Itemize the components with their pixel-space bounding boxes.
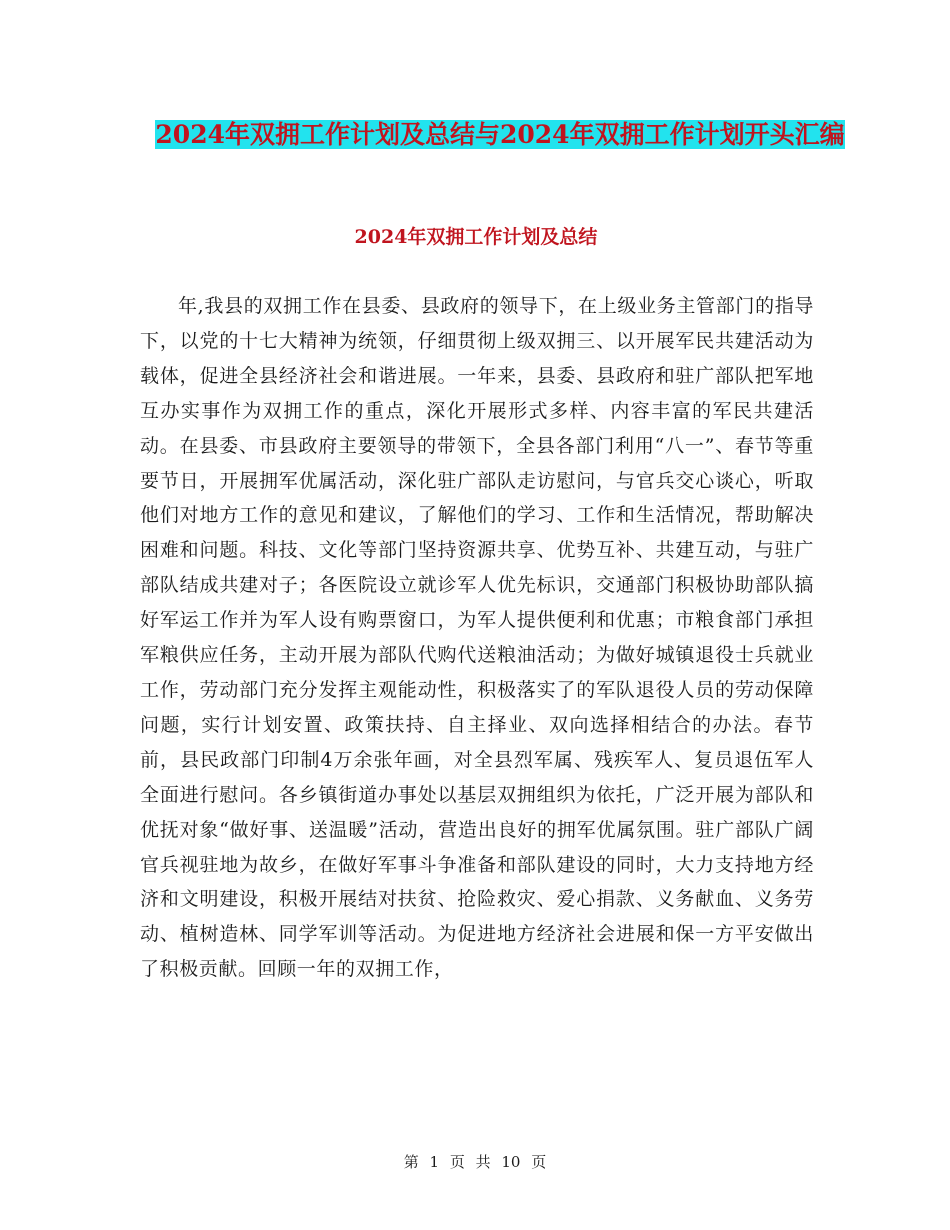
- body-paragraph: 年,我县的双拥工作在县委、县政府的领导下，在上级业务主管部门的指导下，以党的十七大精神为统领，仔细贯彻上级双拥三、以开展军民共建活动为载体，促进全县经济社会和谐进展。一年来，县委、县政府和驻广部队把军地互办实事作为双拥工作的重点，深化开展形式多样、内容丰富的军民共建活动。在县委、市县政府主要领导的带领下，全县各部门利用“八一”、春节等重要节日，开展拥军优属活动，深化驻广部队走访慰问，与官兵交心谈心，听取他们对地方工作的意见和建议，了解他们的学习、工作和生活情况，帮助解决困难和问题。科技、文化等部门坚持资源共享、优势互补、共建互动，与驻广部队结成共建对子；各医院设立就诊军人优先标识，交通部门积极协助部队搞好军运工作并为军人设有购票窗口，为军人提供便利和优惠；市粮食部门承担军粮供应任务，主动开展为部队代购代送粮油活动；为做好城镇退役士兵就业工作，劳动部门充分发挥主观能动性，积极落实了的军队退役人员的劳动保障问题，实行计划安置、政策扶持、自主择业、双向选择相结合的办法。春节前，县民政部门印制4万余张年画，对全县烈军属、残疾军人、复员退伍军人全面进行慰问。各乡镇街道办事处以基层双拥组织为依托，广泛开展为部队和优抚对象“做好事、送温暖”活动，营造出良好的拥军优属氛围。驻广部队广阔官兵视驻地为故乡，在做好军事斗争准备和部队建设的同时，大力支持地方经济和文明建设，积极开展结对扶贫、抢险救灾、爱心捐款、义务献血、义务劳动、植树造林、同学军训等活动。为促进地方经济社会进展和保一方平安做出了积极贡献。回顾一年的双拥工作，: [140, 295, 814, 981]
- document-title: [140, 110, 860, 160]
- document-title-text: 2024年双拥工作计划及总结与2024年双拥工作计划开头汇编: [155, 120, 845, 149]
- page-footer: 第 1 页 共 10 页: [403, 1153, 547, 1171]
- section-heading: 2024年双拥工作计划及总结: [354, 226, 598, 248]
